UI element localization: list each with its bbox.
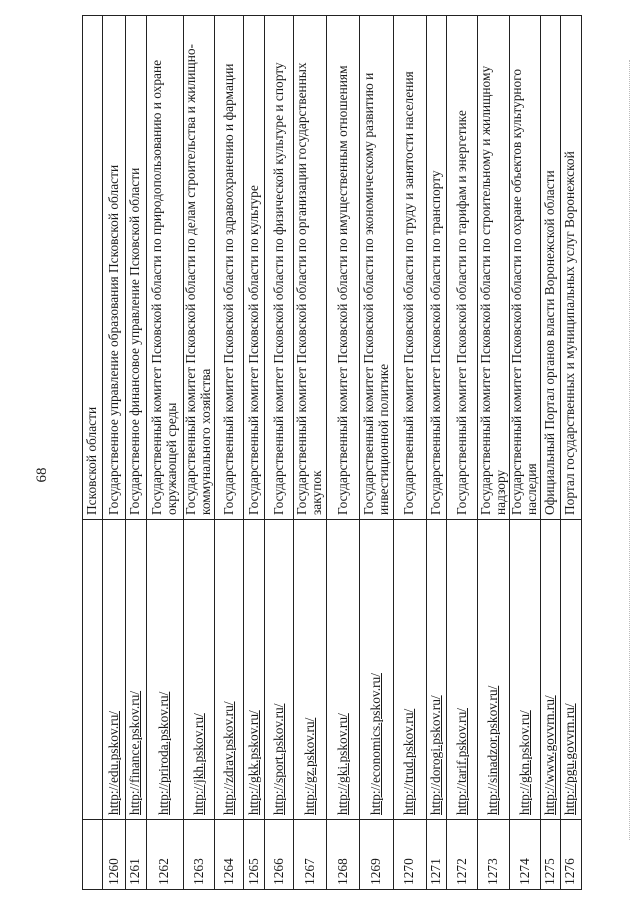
url-cell (244, 519, 263, 819)
row-number: 1271 (427, 819, 446, 889)
organization-name: Государственный комитет Псковской области по физической культуре и спорту (270, 62, 286, 515)
row-number: 1275 (541, 819, 560, 889)
url-cell (427, 519, 446, 819)
organization-name: Государственное финансовое управление Псковской области (127, 167, 143, 515)
row-number: 1266 (265, 819, 294, 889)
website-link[interactable]: http://dorogi.pskov.ru/ (427, 695, 443, 815)
website-link[interactable]: http://zdrav.pskov.ru/ (220, 701, 236, 815)
table-row (103, 16, 125, 889)
table-row (510, 16, 541, 889)
website-link[interactable]: http://priroda.pskov.ru/ (156, 691, 172, 815)
website-link[interactable]: http://jkh.pskov.ru/ (190, 713, 206, 815)
table-row (294, 16, 326, 889)
organization-name: Государственное управление образования Псковской области (105, 164, 121, 515)
table-row (478, 16, 509, 889)
organization-name: Государственный комитет Псковской области по делам строительства и жилищно-коммунального хозяйства (183, 43, 214, 515)
organization-name: Государственный комитет Псковской области по имущественным отношениям (334, 65, 350, 515)
websites-table (82, 15, 582, 890)
url-cell (265, 519, 294, 819)
url-cell (294, 519, 325, 819)
url-cell (83, 519, 102, 819)
table-row (427, 16, 447, 889)
url-cell (215, 519, 243, 819)
website-link[interactable]: http://gki.pskov.ru/ (334, 713, 350, 815)
organization-name: Псковской области (84, 406, 100, 515)
url-cell (360, 519, 392, 819)
row-number: 1274 (510, 819, 540, 889)
website-link[interactable]: http://finance.pskov.ru/ (127, 690, 143, 815)
row-number: 1276 (561, 819, 581, 889)
url-cell (394, 519, 426, 819)
url-cell (327, 519, 360, 819)
organization-name: Государственный комитет Псковской области по транспорту (427, 170, 443, 515)
table-row (147, 16, 184, 889)
row-number (83, 819, 102, 889)
organization-name: Государственный комитет Псковской области по охране объектов культурного наследия (509, 68, 539, 515)
website-link[interactable]: http://gz.pskov.ru/ (301, 717, 317, 815)
table-row (215, 16, 244, 889)
table-row (184, 16, 215, 889)
organization-name: Государственный комитет Псковской области по тарифам и энергетике (453, 110, 469, 515)
website-link[interactable]: http://gkn.pskov.ru/ (516, 710, 532, 815)
table-row (265, 16, 295, 889)
table-row (83, 16, 103, 889)
url-cell (103, 519, 124, 819)
table-row (447, 16, 478, 889)
row-number: 1270 (394, 819, 426, 889)
website-link[interactable]: http://gkk.pskov.ru/ (245, 710, 261, 815)
margin-mark (629, 60, 634, 840)
organization-name: Портал государственных и муниципальных услуг Воронежской (562, 151, 578, 515)
row-number: 1260 (103, 819, 124, 889)
table-row (394, 16, 427, 889)
organization-name: Государственный комитет Псковской области по строительному и жилищному надзору (477, 65, 508, 515)
organization-name: Государственный комитет Псковской области по экономическому развитию и инвестиционной политике (360, 72, 391, 515)
url-cell (126, 519, 146, 819)
organization-name: Государственный комитет Псковской области по культуре (245, 185, 261, 515)
organization-name: Государственный комитет Псковской области по природопользованию и охране окружающей среды (149, 59, 179, 515)
row-number: 1269 (360, 819, 392, 889)
url-cell (147, 519, 183, 819)
table-row (126, 16, 147, 889)
table-row (360, 16, 393, 889)
page-number: 68 (34, 467, 50, 483)
row-number: 1272 (447, 819, 477, 889)
row-number: 1267 (294, 819, 325, 889)
row-number: 1263 (184, 819, 214, 889)
website-link[interactable]: http://economics.pskov.ru/ (368, 673, 384, 815)
url-cell (510, 519, 540, 819)
url-cell (561, 519, 581, 819)
row-number: 1273 (478, 819, 508, 889)
website-link[interactable]: http://pgu.govvrn.ru/ (562, 703, 578, 815)
organization-name: Государственный комитет Псковской области по здравоохранению и фармации (220, 63, 236, 515)
url-cell (478, 519, 508, 819)
url-cell (184, 519, 214, 819)
table-row (541, 16, 561, 889)
url-cell (541, 519, 560, 819)
organization-name: Государственный комитет Псковской области по труду и занятости населения (401, 71, 417, 515)
website-link[interactable]: http://sport.pskov.ru/ (270, 703, 286, 815)
website-link[interactable]: http://tarif.pskov.ru/ (453, 708, 469, 815)
website-link[interactable]: http://www.govvrn.ru/ (542, 695, 557, 815)
row-number: 1265 (244, 819, 263, 889)
row-number: 1268 (327, 819, 360, 889)
website-link[interactable]: http://sinadzor.pskov.ru/ (485, 685, 501, 815)
table-row (327, 16, 361, 889)
website-link[interactable]: http://trud.pskov.ru/ (401, 708, 417, 815)
row-number: 1264 (215, 819, 243, 889)
table-row (244, 16, 264, 889)
row-number: 1262 (147, 819, 183, 889)
rotated-table-container (82, 15, 582, 890)
organization-name: Государственный комитет Псковской области по организации государственных закупок (294, 62, 324, 515)
website-link[interactable]: http://edu.pskov.ru/ (105, 710, 121, 815)
row-number: 1261 (126, 819, 146, 889)
organization-name: Официальный Портал органов власти Воронежской области (542, 170, 557, 515)
table-row (561, 16, 581, 889)
url-cell (447, 519, 477, 819)
